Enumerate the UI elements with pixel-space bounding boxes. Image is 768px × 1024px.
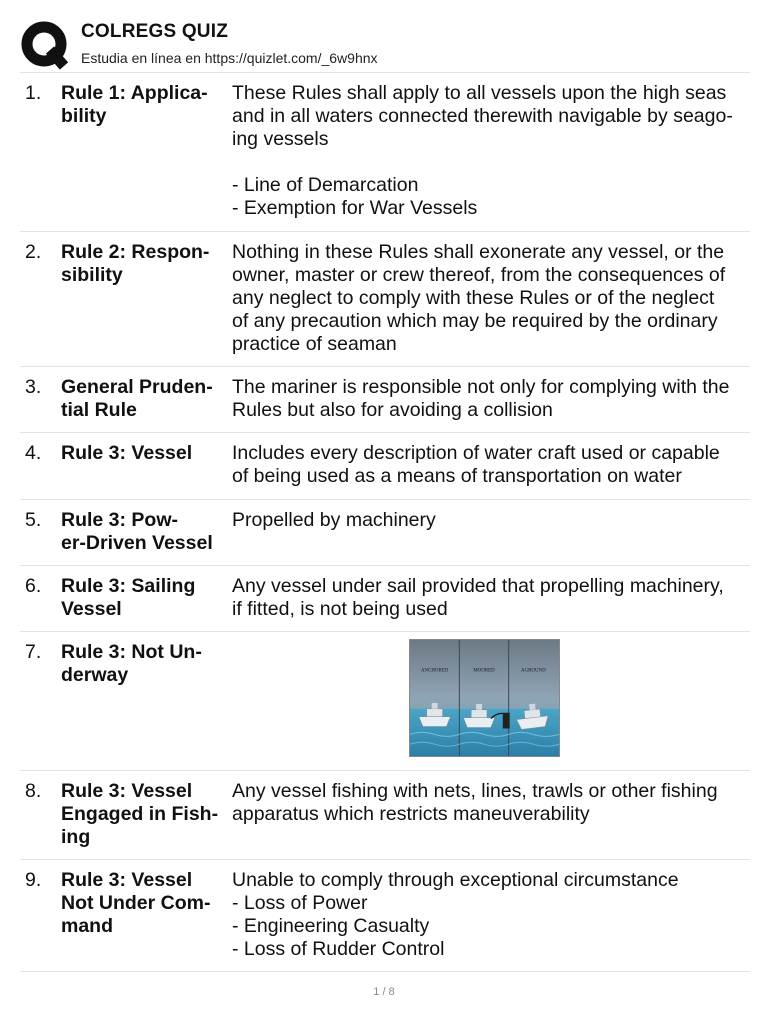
item-number: 7. xyxy=(25,641,42,663)
page-header xyxy=(20,18,750,70)
panel-label: MOORED xyxy=(473,668,495,674)
flashcard-list xyxy=(20,72,750,972)
item-number: 6. xyxy=(25,575,42,597)
item-term: Rule 3: Pow- er-Driven Vessel xyxy=(61,509,213,554)
item-term: Rule 3: Not Un- derway xyxy=(61,641,202,686)
item-definition: The mariner is responsible not only for complying with the Rules but also for avoiding a collision xyxy=(232,376,730,421)
list-item xyxy=(20,73,750,232)
item-term: Rule 3: Sailing Vessel xyxy=(61,575,196,620)
item-number: 5. xyxy=(25,509,42,531)
item-term: Rule 3: Vessel Engaged in Fish- ing xyxy=(61,780,219,848)
list-item xyxy=(20,860,750,972)
item-number: 9. xyxy=(25,869,42,891)
list-item xyxy=(20,771,750,860)
item-number: 3. xyxy=(25,376,42,398)
document-title: COLREGS QUIZ xyxy=(81,21,229,42)
item-term: Rule 3: Vessel Not Under Com- mand xyxy=(61,869,211,937)
item-term: Rule 3: Vessel xyxy=(61,442,193,464)
item-definition: Propelled by machinery xyxy=(232,509,436,531)
item-number: 1. xyxy=(25,82,42,104)
item-definition: Any vessel fishing with nets, lines, trawls or other fishing apparatus which restricts maneuverability xyxy=(232,780,718,825)
list-item xyxy=(20,433,750,500)
item-number: 8. xyxy=(25,780,42,802)
item-term: Rule 1: Applica- bility xyxy=(61,82,208,127)
item-definition: These Rules shall apply to all vessels upon the high seas and in all waters connected therewith navigable by seago- ing vessels - Line of Demarcation - Exemption for War Vessels xyxy=(232,82,733,219)
item-term: General Pruden- tial Rule xyxy=(61,376,213,421)
list-item xyxy=(20,500,750,566)
item-term: Rule 2: Respon- sibility xyxy=(61,241,210,286)
page-number: 1 / 8 xyxy=(373,986,395,998)
item-number: 2. xyxy=(25,241,42,263)
quizlet-logo-icon xyxy=(20,20,70,70)
list-item xyxy=(20,566,750,632)
list-item xyxy=(20,632,750,771)
panel-label: ANCHORED xyxy=(421,668,449,674)
list-item xyxy=(20,232,750,367)
item-definition: Includes every description of water craft used or capable of being used as a means of transportation on water xyxy=(232,442,720,487)
document-subtitle: Estudia en línea en https://quizlet.com/_6w9hnx xyxy=(81,50,378,66)
item-definition: Unable to comply through exceptional circumstance - Loss of Power - Engineering Casualty - Loss of Rudder Control xyxy=(232,869,679,960)
item-definition: Nothing in these Rules shall exonerate any vessel, or the owner, master or crew thereof, from the consequences of any neglect to comply with these Rules or of the neglect of any precaution which may be required by the ordinary practice of seaman xyxy=(232,241,726,355)
list-item xyxy=(20,367,750,433)
item-definition: Any vessel under sail provided that propelling machinery, if fitted, is not being used xyxy=(232,575,724,620)
not-underway-illustration xyxy=(409,639,560,757)
item-number: 4. xyxy=(25,442,42,464)
panel-label: AGROUND xyxy=(521,668,546,674)
